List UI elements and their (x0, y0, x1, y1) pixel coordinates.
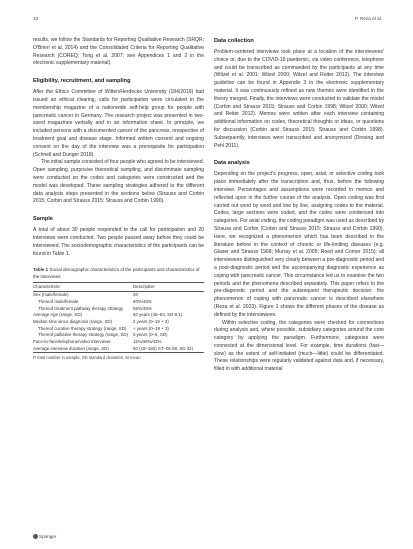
table-row (33, 345, 204, 352)
table-cell: 60%/40% (133, 298, 152, 304)
table-cell: Sex (male/female) (33, 292, 69, 298)
eligibility-paragraph: After the Ethics Committee of Witten/Herdecke University (184/2019) had issued an ethical clearing, calls for participation were circulated in the membership magazine of a nationwide self-help group for people with pancreatic cancer in Germany. The research project was presented in two-sized magazines verbally and in an information sheet. In principle, we included persons with a documented cancer of the pancreas, irrespective of treatment goal and disease stage. Informed written consent and ongoing consent on the day of the interview was a prerequisite for participation (Schnell and Dunger 2018). (33, 89, 204, 158)
table-header-row (33, 282, 204, 291)
table-cell: Thereof treatment pathway therapy strategy (38, 305, 124, 311)
table-row (33, 325, 204, 332)
running-head (33, 16, 382, 24)
sample-paragraph: A total of about 30 people responded to the call for participation and 20 interviews were conducted. Two people passed away before they could be interviewed. The sociodemographic characteristics of the participants can be found in Table 1. (33, 227, 204, 257)
table-cell: + years (0–19 + 3) (133, 325, 169, 331)
analysis-paragraph: Depending on the project's progress, open, axial, or selective coding took place immediately after the transcription and, thus, before the following interview. Percentages and assumptions were recorded in memos and reflected upon in the further course of the analysis. Open coding was first carried out word by word and line by line, assigning codes to the material. Codes, large sections were coded, and the codes were condensed into categories. For axial coding, the coding paradigm was used as described by Strauss and Corbin (Corbin and Strauss 2015; Strauss and Corbin 1990). Here, we recognized a phenomenon which has been described in the literature before in the context of chronic or life-limiting diseases (e.g. Glaser and Strauss 1968; Murray et al. 2005; Reed and Corner 2015): all interviewees distinguished very clearly between a pre-diagnostic period and a post-diagnostic period and the accompanying diagnostic experience as coping with pancreatic cancer. This circumstance led us to examine the two periods and the phenomena described separately. This paper refers to the pre-diagnostic period and the subsequent therapeutic decision: the phenomenon of coping with pancreatic cancer is described elsewhere (Reza et al. 2023). Figure 1 shows the different phases of the disease as defined by the interviewees. (214, 171, 384, 318)
table-cell: Thereof palliative therapy strategy (range, SD) (38, 332, 129, 338)
table-row (33, 339, 204, 346)
table-label: Table 1 (33, 267, 49, 273)
publisher-name: Springer (39, 534, 57, 539)
publisher-footer (33, 534, 56, 539)
table-row (33, 318, 204, 325)
intro-paragraph: results, we follow the Standards for Reporting Qualitative Research (SRQR; O'Brien et al. 2014) and the Consolidated Criteria for Reporting Qualitative Research (COREQ; Tong et al. 2007; see Appendices 1 and 2 in the electronic supplementary material). (33, 37, 204, 67)
sampling-paragraph: The initial sample consisted of four people who agreed to be interviewed. Open sampling, purposive theoretical sampling, and discriminate sampling were conducted so the codes and categories were constructed and the model was developed. These sampling strategies adhered to the different data analysis steps presented in the sections below (Strauss and Corbin 2015; Corbin and Strauss 2015; Strauss and Corbin 1990). (33, 159, 204, 205)
table-cell: 60 years (45–83, SD 9.1) (133, 312, 183, 318)
collection-paragraph: Problem-centered interviews took place at a location of the interviewees' choice or, due to the COVID-19 pandemic, via video conference, telephone and could be transcribed as commanded by the participants at any time (Witzel et al. 2001; Witzel 2000; Witzel and Reiter 2012). The interview guideline can be found in Appendix 3 in the electronic supplementary material. It was continuously refined as new themes were identified in the theory merged. Finally, the interviews were conducted to validate the model (Corbin and Strauss 2015; Strauss and Corbin 1998; Witzel 2000; Witzel and Reiter 2012). Memos were written after each interview containing additional information on codes, theoretical thoughts or ideas, or questions for discussion (Corbin and Strauss 2015; Strauss and Corbin 1998). Subsequently, interviews were transcribed and anonymized (Dresing and Pehl 2011). (214, 49, 384, 149)
table-caption (33, 267, 204, 279)
table-cell: Median time since diagnosis (range, SD) (33, 318, 113, 324)
demographics-table (33, 282, 204, 353)
table-1 (33, 267, 204, 361)
table-cell: Thereof male/female (38, 298, 79, 304)
table-cell: Thereof curative therapy strategy (range, SD) (38, 325, 127, 331)
table-cell: 65%/35% (133, 305, 152, 311)
table-cell: 2 years (0–19 + 3) (133, 318, 169, 324)
springer-logo-icon (33, 534, 38, 539)
sample-heading: Sample (33, 216, 53, 223)
selective-coding-paragraph: Within selective coding, the categories were checked for connections during analysis and, where possible, subsidiary categories around the core category by applying the paradigm. Furthermore, categories were connected at the dimensional level. For example, time durations (fast—slow) as the extent of self-initiated (much—little) could be differentiated. These relationships were regularly validated against data and, if necessary, filled in with additional material (214, 319, 384, 373)
analysis-heading: Data analysis (214, 160, 250, 167)
page-number: 10 (33, 16, 39, 21)
left-column (33, 37, 204, 361)
table-row (33, 298, 204, 305)
table-header-cell: Characteristic (33, 282, 133, 291)
table-row (33, 291, 204, 298)
eligibility-heading: Eligibility, recruitment, and sampling (33, 78, 131, 85)
table-cell: 20 (133, 292, 138, 298)
table-row (33, 305, 204, 312)
table-cell: Average Age (range, SD) (33, 312, 82, 318)
table-cell: 0 years (0–5, SD) (133, 332, 168, 338)
table-cell: 11%/46%/43% (133, 338, 162, 344)
table-cell: Face-to-face/telephone/video interviews (33, 338, 111, 344)
table-cell: Average interview duration (range, SD) (33, 345, 133, 352)
right-column (214, 37, 384, 374)
collection-heading: Data collection (214, 38, 254, 44)
table-row (33, 312, 204, 319)
table-row (33, 332, 204, 339)
running-head-author: P. Reza et al. (355, 16, 382, 21)
table-footnote: R total number in sample, SD standard deviation, M mean (33, 354, 141, 360)
table-header-cell: Descriptive (133, 282, 204, 291)
table-cell: 60 (19–160) ST–05 08, SD 32) (133, 345, 204, 352)
table-caption-text: Social demographic characteristics of the participants and characteristics of the interviews (33, 267, 200, 279)
